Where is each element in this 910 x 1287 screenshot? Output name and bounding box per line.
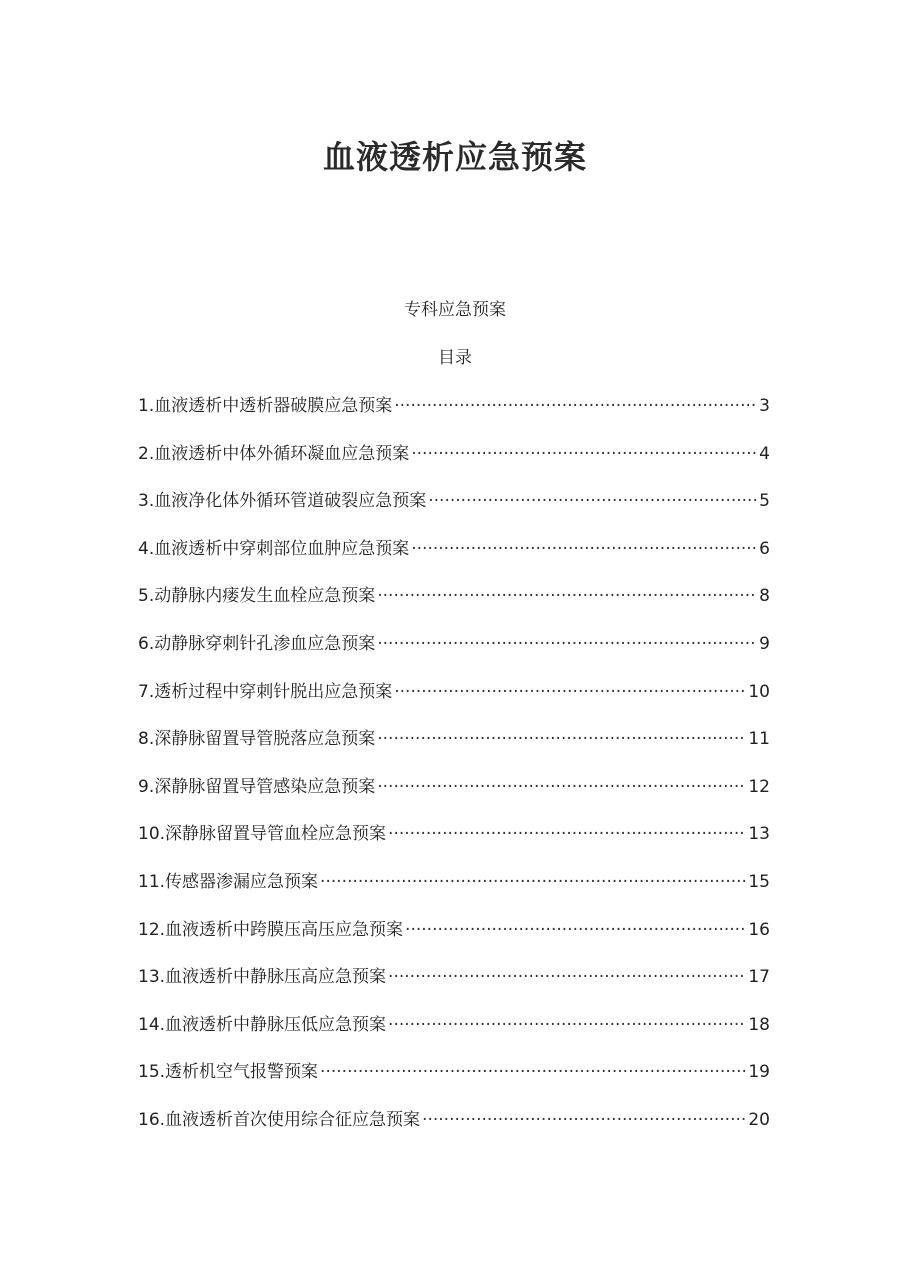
toc-entry-page: 3 xyxy=(759,396,770,416)
toc-entry-10[interactable] xyxy=(138,822,770,870)
toc-dot-leader xyxy=(388,822,746,846)
toc-entry-label: 7.透析过程中穿刺针脱出应急预案 xyxy=(138,681,393,702)
toc-entry-label: 8.深静脉留置导管脱落应急预案 xyxy=(138,729,376,750)
toc-entry-page: 4 xyxy=(759,443,770,464)
document-subtitle: 专科应急预案 xyxy=(404,300,506,320)
toc-dot-leader xyxy=(394,394,757,418)
toc-entry-page: 5 xyxy=(759,491,770,512)
toc-dot-leader xyxy=(411,537,757,561)
toc-entry-page: 8 xyxy=(759,586,770,607)
toc-dot-leader xyxy=(320,1060,746,1084)
toc-entry-label: 4.血液透析中穿刺部位血肿应急预案 xyxy=(138,538,410,559)
toc-entry-label: 6.动静脉穿刺针孔渗血应急预案 xyxy=(138,633,376,654)
toc-entry-label: 13.血液透析中静脉压高应急预案 xyxy=(138,967,387,988)
toc-entry-page: 19 xyxy=(748,1062,770,1083)
toc-entry-label: 16.血液透析首次使用综合征应急预案 xyxy=(138,1109,421,1130)
toc-heading: 目录 xyxy=(438,348,472,368)
toc-entry-page: 20 xyxy=(748,1109,770,1130)
toc-entry-page: 18 xyxy=(748,1014,770,1035)
toc-dot-leader xyxy=(405,918,746,942)
table-of-contents xyxy=(138,394,770,1156)
toc-entry-14[interactable] xyxy=(138,1013,770,1061)
toc-entry-page: 9 xyxy=(759,633,770,654)
toc-entry-page: 13 xyxy=(748,824,770,845)
toc-entry-label: 10.深静脉留置导管血栓应急预案 xyxy=(138,824,387,845)
toc-entry-15[interactable] xyxy=(138,1060,770,1108)
toc-entry-16[interactable] xyxy=(138,1108,770,1156)
toc-entry-label: 9.深静脉留置导管感染应急预案 xyxy=(138,776,376,797)
toc-entry-page: 15 xyxy=(748,871,770,892)
toc-entry-5[interactable] xyxy=(138,584,770,632)
toc-entry-page: 10 xyxy=(748,681,770,702)
toc-entry-3[interactable] xyxy=(138,489,770,537)
toc-entry-13[interactable] xyxy=(138,965,770,1013)
toc-entry-label: 15.透析机空气报警预案 xyxy=(138,1062,319,1083)
toc-dot-leader xyxy=(388,1013,746,1037)
toc-dot-leader xyxy=(422,1108,746,1132)
toc-entry-6[interactable] xyxy=(138,632,770,680)
toc-dot-leader xyxy=(411,442,757,466)
toc-entry-page: 12 xyxy=(748,776,770,797)
toc-entry-label: 2.血液透析中体外循环凝血应急预案 xyxy=(138,443,410,464)
toc-entry-7[interactable] xyxy=(138,680,770,728)
toc-entry-page: 6 xyxy=(759,538,770,559)
toc-entry-page: 17 xyxy=(748,967,770,988)
toc-dot-leader xyxy=(394,680,746,704)
toc-entry-label: 1.血液透析中透析器破膜应急预案 xyxy=(138,396,393,416)
toc-dot-leader xyxy=(377,727,746,751)
toc-entry-1[interactable] xyxy=(138,394,770,442)
toc-entry-label: 3.血液净化体外循环管道破裂应急预案 xyxy=(138,491,427,512)
toc-entry-2[interactable] xyxy=(138,442,770,490)
document-title: 血液透析应急预案 xyxy=(322,138,587,176)
toc-entry-4[interactable] xyxy=(138,537,770,585)
toc-entry-9[interactable] xyxy=(138,775,770,823)
toc-dot-leader xyxy=(377,584,757,608)
toc-dot-leader xyxy=(428,489,757,513)
toc-dot-leader xyxy=(320,870,746,894)
toc-dot-leader xyxy=(388,965,746,989)
toc-entry-12[interactable] xyxy=(138,918,770,966)
toc-entry-11[interactable] xyxy=(138,870,770,918)
toc-entry-label: 11.传感器渗漏应急预案 xyxy=(138,871,319,892)
toc-entry-8[interactable] xyxy=(138,727,770,775)
toc-entry-page: 16 xyxy=(748,919,770,940)
toc-entry-label: 14.血液透析中静脉压低应急预案 xyxy=(138,1014,387,1035)
toc-entry-page: 11 xyxy=(748,729,770,750)
toc-dot-leader xyxy=(377,632,757,656)
toc-entry-label: 12.血液透析中跨膜压高压应急预案 xyxy=(138,919,404,940)
toc-entry-label: 5.动静脉内瘘发生血栓应急预案 xyxy=(138,586,376,607)
toc-dot-leader xyxy=(377,775,746,799)
